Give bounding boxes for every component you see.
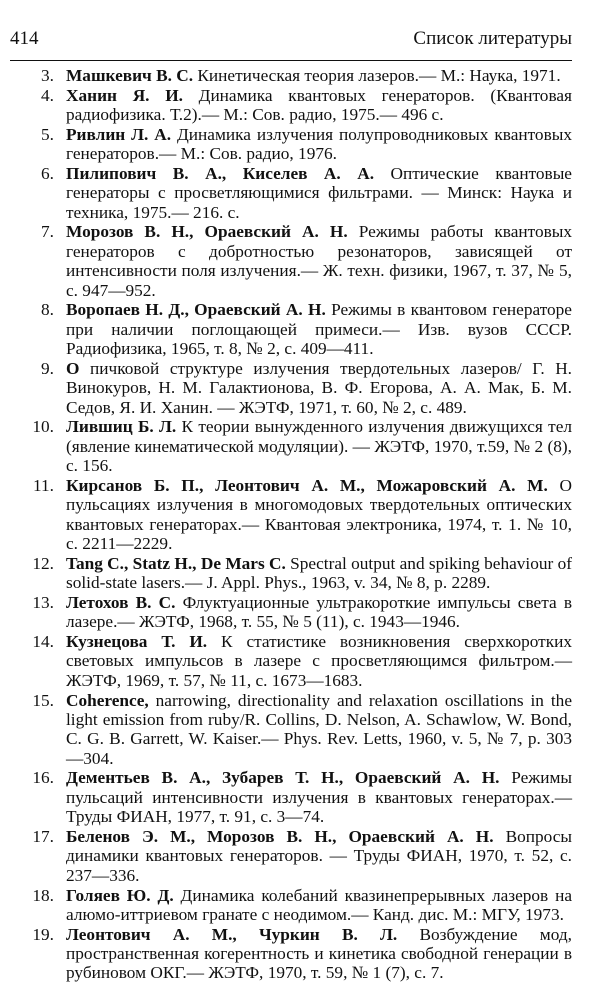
reference-text: пичковой структуре излучения твердотельных лазеров/ Г. Н. Винокуров, Н. М. Галактионова, В. Ф. Егорова, А. А. Мак, Б. М. Седов, Я. И. Ханин. — ЖЭТФ, 1971, т. 60, № 2, с. 489. [66, 358, 572, 417]
reference-text: К статистике возникновения сверхкоротких световых импульсов в лазере с просветляющимся фильтром.— ЖЭТФ, 1969, т. 57, № 11, с. 1673—1683. [66, 632, 572, 690]
reference-authors: Воропаев Н. Д., Ораевский А. Н. [66, 300, 326, 320]
reference-text: narrowing, directionality and relaxation oscillations in the light emission from ruby/R. Collins, D. Nelson, A. Schawlow, W. Bond, C. G. B. Garrett, W. Kaiser.— Phys. Rev. Letts, 1960, v. 5, № 7, p. 303—304. [66, 690, 572, 768]
reference-text: Режимы в квантовом генераторе при наличии поглощающей примеси.— Изв. вузов СССР. Радиофизика, 1965, т. 8, № 2, с. 409—411. [66, 300, 572, 359]
reference-item [10, 300, 572, 358]
reference-number: 9. [41, 358, 54, 378]
reference-number: 19. [32, 924, 54, 944]
reference-authors: Морозов В. Н., Ораевский А. Н. [66, 222, 348, 242]
reference-authors: Ривлин Л. А. [66, 124, 172, 144]
reference-number: 17. [32, 827, 54, 846]
reference-number: 15. [32, 690, 54, 710]
reference-authors: Coherence, [66, 690, 149, 710]
reference-text: Динамика колебаний квазинепрерывных лазеров на алюмо-иттриевом гранате с неодимом.— Канд. дис. М.: МГУ, 1973. [66, 885, 572, 924]
reference-number: 11. [33, 475, 54, 495]
reference-authors: Машкевич В. С. [66, 66, 194, 85]
reference-number: 6. [41, 163, 54, 183]
reference-item [10, 691, 572, 769]
reference-number: 16. [32, 768, 54, 788]
reference-text: Режимы пульсаций интенсивности излучения в квантовых генераторах.— Труды ФИАН, 1977, т. 91, с. 3—74. [66, 768, 573, 827]
reference-authors: Леонтович А. М., Чуркин В. Л. [66, 924, 398, 944]
reference-number: 4. [41, 85, 54, 105]
reference-authors: Дементьев В. А., Зубарев Т. Н., Ораевский А. Н. [66, 768, 500, 788]
reference-text: Кинетическая теория лазеров.— М.: Наука, 1971. [193, 66, 561, 85]
reference-number: 5. [41, 124, 54, 144]
reference-authors: Голяев Ю. Д. [66, 885, 174, 905]
reference-authors: Беленов Э. М., Морозов В. Н., Ораевский А. Н. [66, 827, 494, 846]
page-number: 414 [10, 28, 39, 49]
page-header [10, 28, 572, 54]
reference-item [10, 554, 572, 593]
reference-item [10, 359, 572, 417]
running-title: Список литературы [413, 28, 572, 49]
reference-item [10, 632, 572, 690]
reference-item [10, 768, 572, 826]
reference-item [10, 925, 572, 983]
reference-text: Вопросы динамики квантовых генераторов. — Труды ФИАН, 1970, т. 52, с. 237—336. [66, 827, 572, 885]
reference-text: Возбуждение мод, пространственная когерентность и кинетика свободной генерации в рубиновом ОКГ.— ЖЭТФ, 1970, т. 59, № 1 (7), с. 7. [66, 924, 572, 983]
reference-number: 3. [41, 66, 54, 85]
reference-item [10, 886, 572, 925]
reference-authors: Tang C., Statz H., De Mars C. [66, 553, 286, 573]
reference-authors: Ханин Я. И. [66, 85, 183, 105]
reference-number: 13. [32, 592, 54, 612]
reference-authors: Летохов В. С. [66, 592, 176, 612]
reference-item [10, 125, 572, 164]
reference-text: Оптические квантовые генераторы с просветляющимися фильтрами. — Минск: Наука и техника, 1975.— 216. с. [66, 163, 572, 222]
reference-authors: О [66, 358, 80, 378]
reference-text: Spectral output and spiking behaviour of solid-state lasers.— J. Appl. Phys., 1963, v. 34, № 8, p. 2289. [66, 553, 573, 593]
reference-authors: Лившиц Б. Л. [66, 417, 177, 437]
reference-item [10, 86, 572, 125]
reference-text: О пульсациях излучения в многомодовых твердотельных оптических квантовых генераторах.— Квантовая электроника, 1974, т. 1. № 10, с. 2211—2229. [66, 475, 572, 554]
reference-text: Динамика квантовых генераторов. (Квантовая радиофизика. Т.2).— М.: Сов. радио, 1975.— 496 с. [66, 85, 572, 125]
reference-text: Флуктуационные ультракороткие импульсы света в лазере.— ЖЭТФ, 1968, т. 55, № 5 (11), с. 1943—1946. [66, 592, 572, 632]
reference-item [10, 66, 572, 85]
reference-item [10, 164, 572, 222]
reference-authors: Кузнецова Т. И. [66, 632, 208, 652]
reference-authors: Кирсанов Б. П., Леонтович А. М., Можаровский А. М. [66, 475, 548, 495]
reference-list [10, 66, 572, 983]
reference-number: 10. [32, 417, 54, 437]
reference-item [10, 827, 572, 885]
reference-item [10, 476, 572, 554]
header-rule [10, 60, 572, 61]
reference-item [10, 417, 572, 475]
reference-number: 18. [32, 885, 54, 905]
reference-number: 8. [41, 300, 54, 320]
reference-number: 12. [32, 553, 54, 573]
reference-item [10, 593, 572, 632]
reference-text: Динамика излучения полупроводниковых квантовых генераторов.— М.: Сов. радио, 1976. [66, 124, 572, 164]
reference-text: К теории вынужденного излучения движущихся тел (явление кинематической модуляции). — ЖЭТФ, 1970, т.59, № 2 (8), с. 156. [66, 417, 572, 476]
reference-number: 14. [32, 632, 54, 652]
reference-authors: Пилипович В. А., Киселев А. А. [66, 163, 375, 183]
reference-item [10, 222, 572, 300]
reference-text: Режимы работы квантовых генераторов с добротностью резонаторов, зависящей от интенсивности поля излучения.— Ж. техн. физики, 1967, т. 37, № 5, с. 947—952. [66, 222, 572, 300]
reference-number: 7. [41, 222, 54, 242]
